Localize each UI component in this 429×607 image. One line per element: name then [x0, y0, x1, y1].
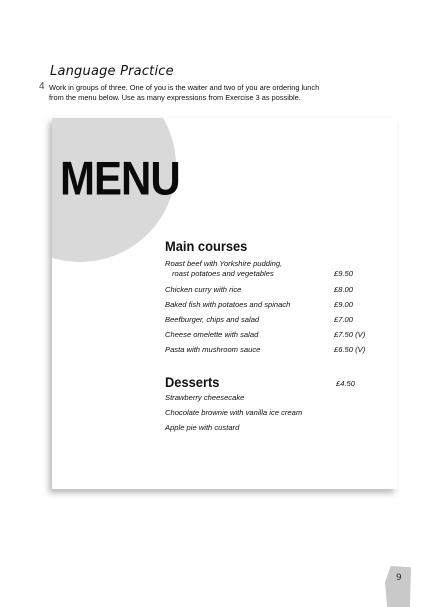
dessert-item: Apple pie with custard — [165, 423, 240, 432]
menu-item-name: Beefburger, chips and salad — [165, 315, 260, 324]
page-number: 9 — [396, 573, 402, 583]
menu-item-name: Pasta with mushroom sauce — [165, 345, 261, 354]
desserts-heading: Desserts — [165, 374, 220, 390]
exercise-instructions — [39, 83, 359, 103]
menu-item-name: Chicken curry with rice — [165, 285, 242, 294]
dessert-item: Chocolate brownie with vanilla ice cream — [165, 408, 303, 417]
menu-item-price: £9.00 — [334, 300, 354, 309]
desserts-price: £4.50 — [336, 379, 356, 388]
menu-item-name: Cheese omelette with salad — [165, 330, 259, 339]
menu-item-price: £9.50 — [334, 269, 354, 278]
menu-title: MENU — [60, 152, 180, 205]
menu-item-price: £8.00 — [334, 285, 354, 294]
menu-item-price: £6.50 (V) — [334, 345, 366, 354]
menu-item-name: Roast beef with Yorkshire pudding, — [165, 259, 283, 268]
dessert-item: Strawberry cheesecake — [165, 393, 245, 402]
menu-item-name-continued: roast potatoes and vegetables — [172, 269, 274, 278]
menu-item-price: £7.50 (V) — [334, 330, 366, 339]
exercise-text-line-1: Work in groups of three. One of you is the waiter and two of you are ordering lunch — [49, 83, 320, 92]
menu-item-name: Baked fish with potatoes and spinach — [165, 300, 291, 309]
menu-item-price: £7.00 — [334, 315, 354, 324]
main-courses-heading: Main courses — [165, 238, 248, 254]
section-title: Language Practice — [50, 64, 174, 79]
exercise-text-line-2: from the menu below. Use as many expressions from Exercise 3 as possible. — [49, 93, 301, 102]
exercise-number: 4 — [39, 81, 45, 92]
menu-card — [52, 118, 397, 489]
